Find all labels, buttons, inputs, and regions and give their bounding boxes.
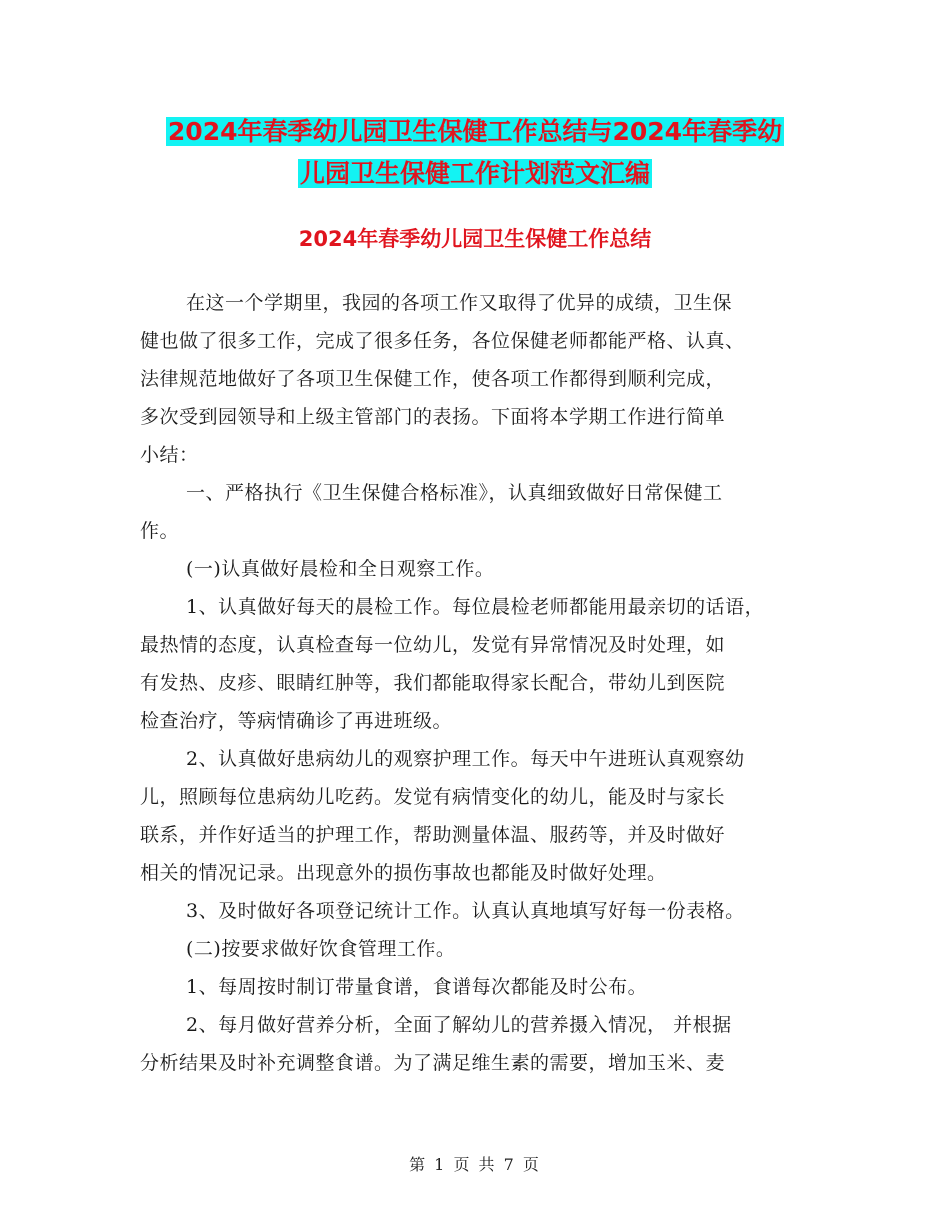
text-line: 1、认真做好每天的晨检工作。每位晨检老师都能用最亲切的话语， [186, 596, 765, 618]
document-title-line-2 [0, 154, 950, 194]
text-line: 多次受到园领导和上级主管部门的表扬。下面将本学期工作进行简单 [140, 406, 726, 428]
text-line: 分析结果及时补充调整食谱。为了满足维生素的需要，增加玉米、麦 [140, 1052, 726, 1074]
title-highlight-2: 儿园卫生保健工作计划范文汇编 [299, 159, 650, 188]
section-title: 2024年春季幼儿园卫生保健工作总结 [298, 227, 652, 251]
title-highlight-1: 2024年春季幼儿园卫生保健工作总结与2024年春季幼 [167, 117, 783, 146]
text-line: (一)认真做好晨检和全日观察工作。 [186, 558, 495, 580]
text-line: (二)按要求做好饮食管理工作。 [186, 938, 456, 960]
page-footer: 第 1 页 共 7 页 [409, 1155, 541, 1174]
text-line: 2、认真做好患病幼儿的观察护理工作。每天中午进班认真观察幼 [186, 748, 745, 770]
text-line: 健也做了很多工作，完成了很多任务，各位保健老师都能严格、认真、 [140, 330, 745, 352]
text-line: 儿，照顾每位患病幼儿吃药。发觉有病情变化的幼儿，能及时与家长 [140, 786, 726, 808]
text-line: 法律规范地做好了各项卫生保健工作，使各项工作都得到顺利完成， [140, 368, 726, 390]
document-title-line-1 [0, 112, 950, 152]
text-line: 在这一个学期里，我园的各项工作又取得了优异的成绩，卫生保 [186, 292, 733, 314]
text-line: 2、每月做好营养分析，全面了解幼儿的营养摄入情况， 并根据 [186, 1014, 732, 1036]
text-line: 相关的情况记录。出现意外的损伤事故也都能及时做好处理。 [140, 862, 667, 884]
text-line: 3、及时做好各项登记统计工作。认真认真地填写好每一份表格。 [186, 900, 745, 922]
text-line: 作。 [140, 520, 180, 542]
text-line: 有发热、皮疹、眼睛红肿等，我们都能取得家长配合，带幼儿到医院 [140, 672, 726, 694]
body-text [140, 284, 820, 1082]
text-line: 1、每周按时制订带量食谱，食谱每次都能及时公布。 [186, 976, 648, 998]
text-line: 最热情的态度，认真检查每一位幼儿，发觉有异常情况及时处理，如 [140, 634, 726, 656]
text-line: 检查治疗，等病情确诊了再进班级。 [140, 710, 453, 732]
text-line: 一、严格执行《卫生保健合格标准》，认真细致做好日常保健工 [186, 482, 723, 504]
text-line: 小结： [140, 444, 199, 466]
text-line: 联系，并作好适当的护理工作，帮助测量体温、服药等，并及时做好 [140, 824, 726, 846]
